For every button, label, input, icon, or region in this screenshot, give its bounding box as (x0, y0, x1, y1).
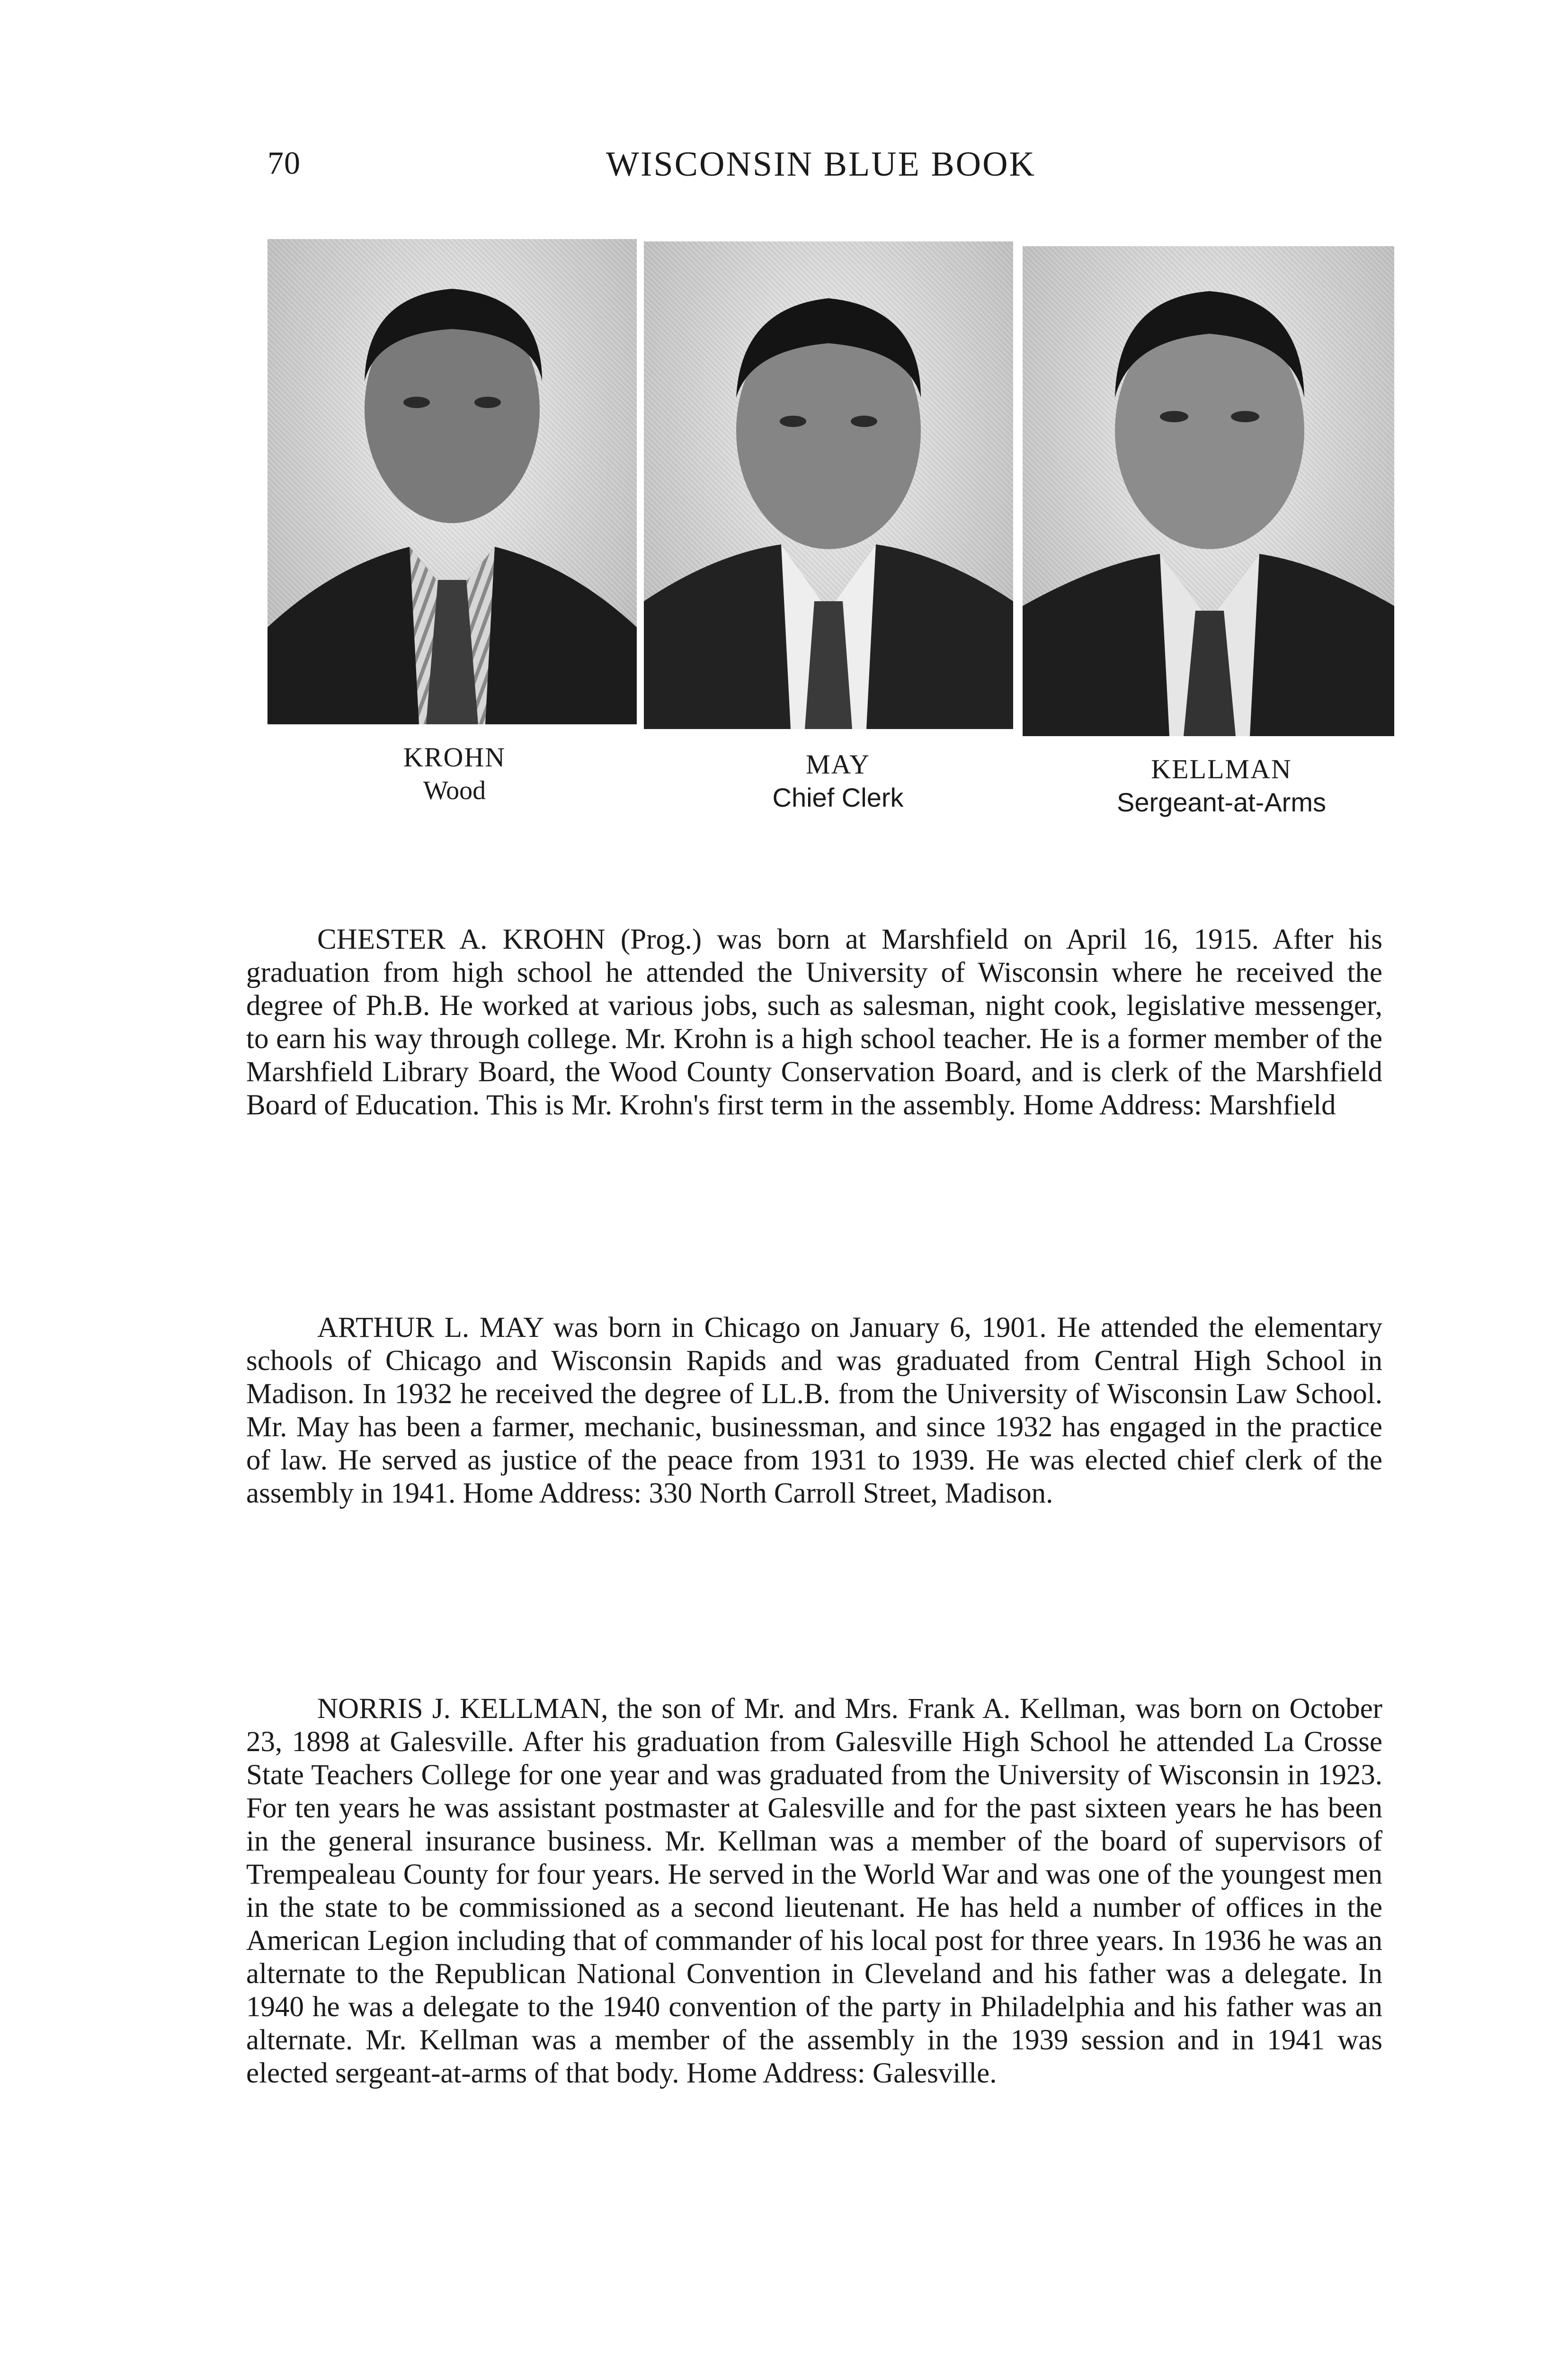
caption-role: Chief Clerk (772, 783, 904, 812)
caption-kellman (1056, 753, 1387, 819)
running-head: WISCONSIN BLUE BOOK (606, 145, 1036, 184)
page-number: 70 (267, 145, 301, 181)
caption-name: MAY (805, 749, 871, 780)
caption-role: Sergeant-at-Arms (1117, 787, 1326, 817)
caption-name: KELLMAN (1151, 754, 1292, 784)
caption-role: Wood (423, 776, 486, 805)
biography-krohn: CHESTER A. KROHN (Prog.) was born at Marshfield on April 16, 1915. After his graduation from high school he attended the University of Wisconsin where he received the degree of Ph.B. He worked at various jobs, such as salesman, night cook, legislative messenger, to earn his way through college. Mr. Krohn is a high school teacher. He is a former member of the Marshfield Library Board, the Wood County Conservation Board, and is clerk of the Marshfield Board of Education. This is Mr. Krohn's first term in the assembly. Home Address: Marshfield (246, 924, 1382, 1121)
portrait-photo-may (644, 241, 1013, 729)
biography-kellman: NORRIS J. KELLMAN, the son of Mr. and Mrs. Frank A. Kellman, was born on October 23, 1898 at Galesville. After his graduation from Galesville High School he attended La Crosse State Teachers College for one year and was graduated from the University of Wisconsin in 1923. For ten years he was assistant postmaster at Galesville and for the past sixteen years he has been in the general insurance business. Mr. Kellman was a member of the board of supervisors of Trempealeau County for four years. He served in the World War and was one of the youngest men in the state to be commissioned as a second lieutenant. He has held a number of offices in the American Legion including that of commander of his local post for three years. In 1936 he was an alternate to the Republican National Convention in Cleveland and his father was a delegate. In 1940 he was a delegate to the 1940 convention of the party in Philadelphia and his father was an alternate. Mr. Kellman was a member of the assembly in the 1939 session and in 1941 was elected sergeant-at-arms of that body. Home Address: Galesville. (246, 1693, 1382, 2089)
portrait-photo-krohn (267, 239, 637, 724)
caption-may (720, 748, 956, 814)
portrait-photo-kellman (1023, 246, 1394, 736)
caption-krohn (346, 741, 563, 807)
caption-name: KROHN (403, 742, 506, 773)
biography-may: ARTHUR L. MAY was born in Chicago on January 6, 1901. He attended the elementary schools of Chicago and Wisconsin Rapids and was graduated from Central High School in Madison. In 1932 he received the degree of LL.B. from the University of Wisconsin Law School. Mr. May has been a farmer, mechanic, businessman, and since 1932 has engaged in the practice of law. He served as justice of the peace from 1931 to 1939. He was elected chief clerk of the assembly in 1941. Home Address: 330 North Carroll Street, Madison. (246, 1312, 1382, 1509)
